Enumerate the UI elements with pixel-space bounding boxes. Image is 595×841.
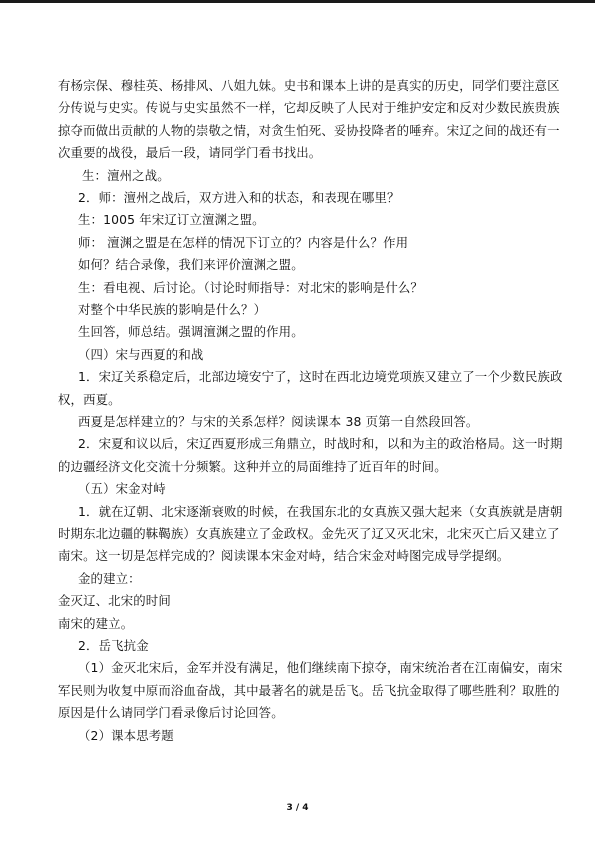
section-heading: （五）宋金对峙: [78, 481, 166, 497]
text-line: 权，西夏。: [58, 391, 121, 407]
text-line: 2．师：澶州之战后，双方进入和的状态，和表现在哪里？: [78, 190, 400, 205]
text-line: 原因是什么请同学门看录像后讨论回答。: [58, 705, 284, 721]
text-line: 分传说与史实。传说与史实虽然不一样，它却反映了人民对于维护安定和反对少数民族贵族: [58, 100, 560, 116]
text-line: 南宋的建立。: [58, 615, 134, 631]
text-line: 金灭辽、北宋的时间: [58, 593, 171, 609]
text-line: 师： 澶渊之盟是在怎样的情况下订立的？内容是什么？作用: [78, 234, 409, 250]
text-line: 生：1005 年宋辽订立澶渊之盟。: [78, 212, 265, 228]
text-line: 南宋。这一切是怎样完成的？阅读课本宋金对峙，结合宋金对峙图完成导学提纲。: [58, 548, 510, 564]
text-line: （1）金灭北宋后，金军并没有满足，他们继续南下掠夺，南宋统治者在江南偏安，南宋: [78, 660, 563, 676]
text-line: 西夏是怎样建立的？与宋的关系怎样？阅读课本 38 页第一自然段回答。: [78, 414, 479, 429]
text-line: 生回答，师总结。强调澶渊之盟的作用。: [78, 324, 304, 340]
text-line: 1．就在辽朝、北宋逐渐衰败的时候，在我国东北的女真族又强大起来（女真族就是唐朝: [78, 503, 563, 519]
text-line: 有杨宗保、穆桂英、杨排风、八姐九妹。史书和课本上讲的是真实的历史，同学们要注意区: [58, 78, 560, 93]
text-line: 次重要的战役，最后一段，请同学门看书找出。: [58, 145, 322, 161]
text-line: 军民则为收复中原而浴血奋战，其中最著名的就是岳飞。岳飞抗金取得了哪些胜利？取胜的: [58, 682, 560, 698]
text-line: 生：澶州之战。: [82, 167, 170, 183]
section-heading: （四）宋与西夏的和战: [78, 346, 204, 362]
text-line: 掠夺而做出贡献的人物的崇敬之情，对贪生怕死、妥协投降者的唾弃。宋辽之间的战还有一: [58, 122, 560, 138]
text-line: 2．宋夏和议以后，宋辽西夏形成三角鼎立，时战时和，以和为主的政治格局。这一时期: [78, 436, 563, 452]
text-line: 生：看电视、后讨论。（讨论时师指导：对北宋的影响是什么？: [78, 279, 423, 295]
text-line: 的边疆经济文化交流十分频繁。这种并立的局面维持了近百年的时间。: [58, 458, 447, 474]
text-line: 1．宋辽关系稳定后，北部边境安宁了，这时在西北边境党项族又建立了一个少数民族政: [78, 369, 563, 385]
text-line: 金的建立：: [78, 570, 141, 586]
section-heading: （2）课本思考题: [78, 727, 174, 743]
text-line: 对整个中华民族的影响是什么？）: [78, 302, 267, 317]
section-heading: 2．岳飞抗金: [78, 638, 149, 653]
text-line: 时期东北边疆的靺鞨族）女真族建立了金政权。金先灭了辽又灭北宋，北宋灭亡后又建立了: [58, 526, 560, 541]
page-number: 3 / 4: [286, 803, 309, 813]
text-line: 如何？结合录像，我们来评价澶渊之盟。: [78, 257, 304, 273]
